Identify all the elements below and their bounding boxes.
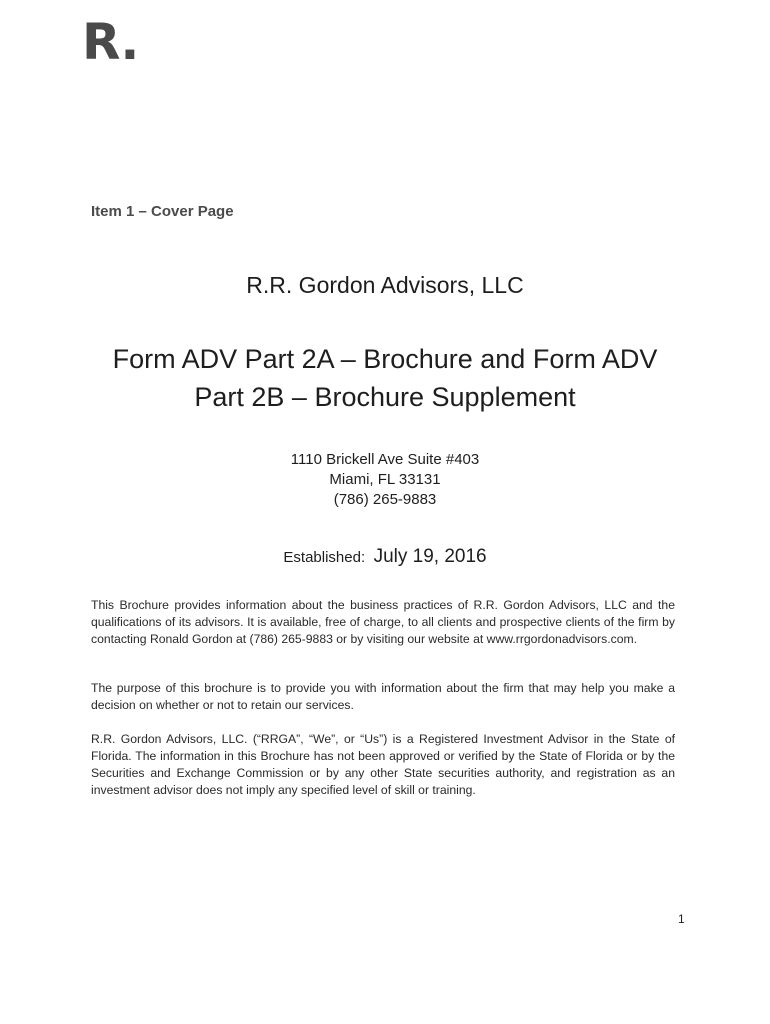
intro-paragraph: This Brochure provides information about the business practices of R.R. Gordon Advisors, LLC and the qualifications of its advisors. It is available, free of charge, to all clients and prospective clients of the firm by contacting Ronald Gordon at (786) 265-9883 or by visiting our website at www.rrgordonadvisors.com.	[91, 598, 675, 646]
page-number: 1	[678, 912, 685, 926]
purpose-paragraph: The purpose of this brochure is to provide you with information about the firm that may help you make a decision on whether or not to retain our services.	[91, 681, 675, 712]
item-heading: Item 1 – Cover Page	[91, 203, 234, 220]
address-city: Miami, FL 33131	[329, 471, 441, 488]
established-label: Established:	[283, 549, 366, 566]
established-date: July 19, 2016	[373, 546, 487, 567]
address-phone: (786) 265-9883	[333, 491, 437, 508]
address-street: 1110 Brickell Ave Suite #403	[290, 451, 480, 468]
document-title: Form ADV Part 2A – Brochure and Form ADV Part 2B – Brochure Supplement	[112, 344, 658, 412]
company-logo: R.	[82, 13, 139, 71]
address-block	[0, 450, 770, 510]
company-name: R.R. Gordon Advisors, LLC	[246, 272, 524, 298]
disclaimer-paragraph: R.R. Gordon Advisors, LLC. (“RRGA”, “We”, or “Us”) is a Registered Investment Advisor in the State of Florida. The information in this Brochure has not been approved or verified by the State of Florida or by the Securities and Exchange Commission or by any other State securities authority, and registration as an investment advisor does not imply any specified level of skill or training.	[91, 732, 675, 797]
established-line	[0, 546, 770, 568]
